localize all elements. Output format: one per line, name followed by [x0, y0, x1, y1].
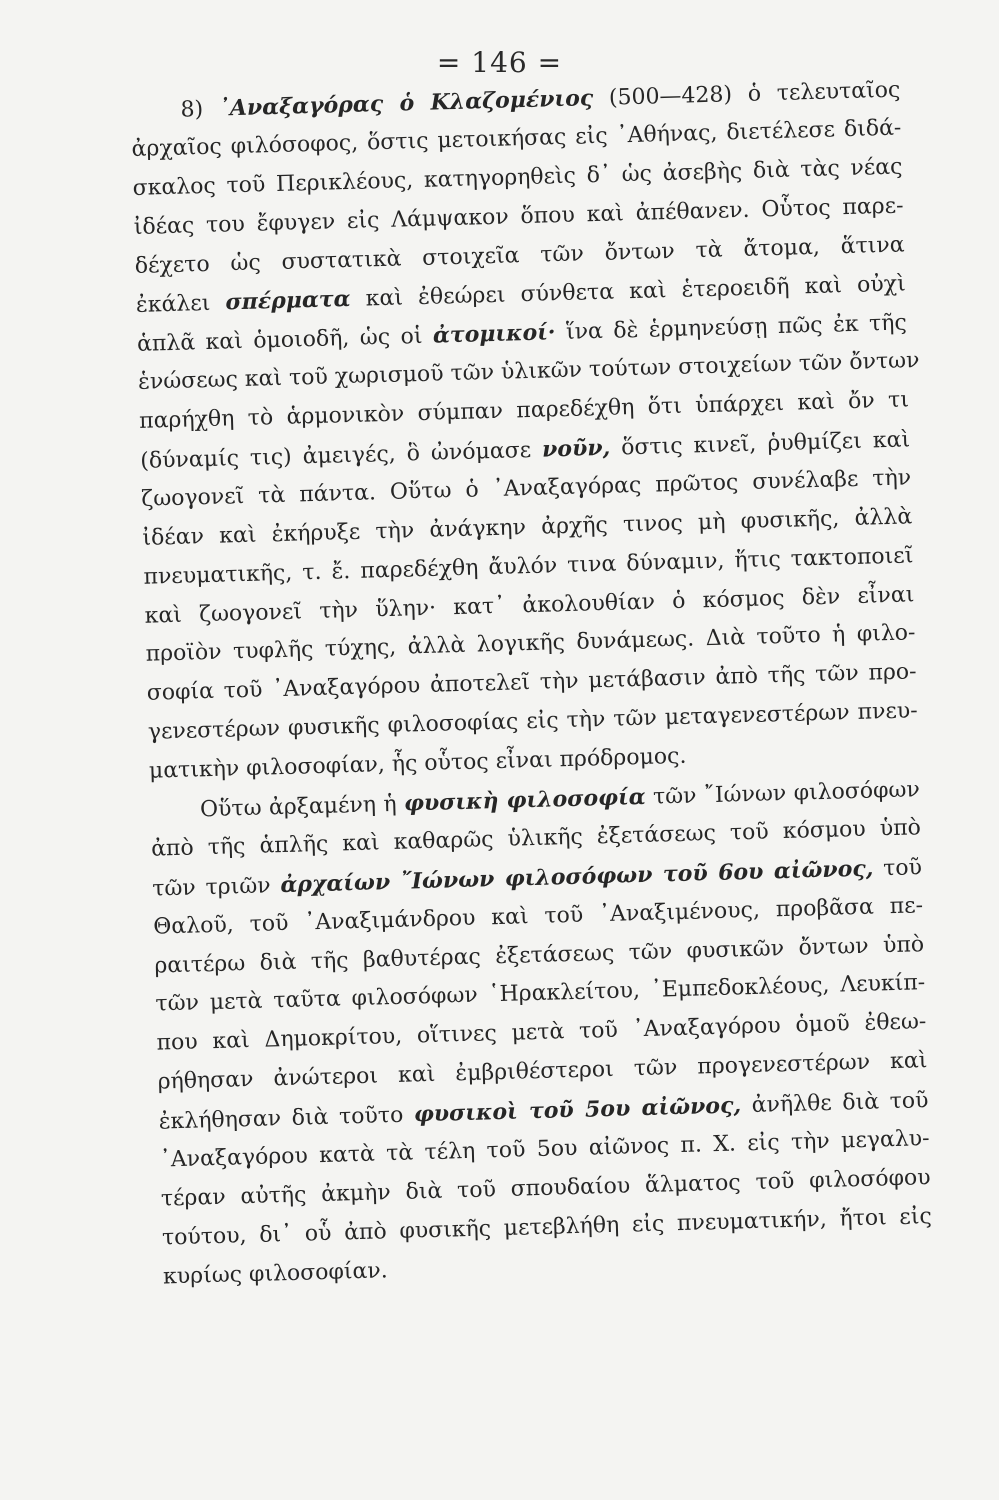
text-run: σοφία τοῦ ᾿Αναξαγόρου ἀποτελεῖ τὴν μετάβασιν ἀπὸ τῆς τῶν προ-	[146, 659, 917, 707]
text-run: ἐκάλει	[135, 290, 226, 319]
text-run: δέχετο ὡς συστατικὰ στοιχεῖα τῶν ὄντων τὰ ἄτομα, ἅτινα	[134, 231, 905, 279]
text-run: τῶν τριῶν	[151, 872, 281, 902]
text-run: ἀρχαῖος φιλόσοφος, ὅστις μετοικήσας εἰς ᾿Αθήνας, διετέλεσε διδά-	[131, 115, 902, 162]
text-run: ρήθησαν ἀνώτεροι καὶ ἐμβριθέστεροι τῶν προγενεστέρων καὶ	[157, 1048, 928, 1095]
emphasized-term: σπέρματα	[225, 286, 351, 316]
text-run: καὶ ἐθεώρει σύνθετα καὶ ἑτεροειδῆ καὶ οὐχὶ	[350, 271, 907, 313]
text-run: ἰδέαν καὶ ἐκήρυξε τὴν ἀνάγκην ἀρχῆς τινος μὴ φυσικῆς, ἀλλὰ	[142, 504, 913, 551]
text-run: ἁπλᾶ καὶ ὁμοιοδῆ, ὡς οἱ	[136, 323, 434, 358]
emphasized-term: ἀρχαίων ῎Ιώνων φιλοσόφων τοῦ 6ου αἰῶνος,	[280, 855, 874, 898]
text-run: τούτου, δι᾿ οὗ ἀπὸ φυσικῆς μετεβλήθη εἰς πνευματικήν, ἤτοι εἰς	[161, 1203, 933, 1251]
text-run: ραιτέρω διὰ τῆς βαθυτέρας ἐξετάσεως τῶν φυσικῶν ὄντων ὑπὸ	[154, 931, 925, 979]
emphasized-term: ᾿Αναξαγόρας ὁ Κλαζομένιος	[218, 85, 594, 122]
text-run: ἀνῆλθε διὰ τοῦ	[740, 1088, 929, 1119]
emphasized-term: φυσικοὶ τοῦ 5ου αἰῶνος,	[413, 1092, 742, 1128]
text-run: Οὕτω ἀρξαμένη ἡ	[199, 791, 405, 823]
text-run: κυρίως φιλοσοφίαν.	[162, 1257, 389, 1290]
text-run: παρήχθη τὸ ἁρμονικὸν σύμπαν παρεδέχθη ὅτι ὑπάρχει καὶ ὄν τι	[138, 387, 910, 434]
text-run: (500—428) ὁ τελευταῖος	[592, 77, 901, 112]
text-run: γενεστέρων φυσικῆς φιλοσοφίας εἰς τὴν τῶν μεταγενεστέρων πνευ-	[147, 698, 918, 745]
emphasized-term: ἀτομικοί·	[432, 319, 556, 349]
text-run: 8)	[180, 96, 220, 123]
text-run: πνευματικῆς, τ. ἔ. παρεδέχθη ἄυλόν τινα δύναμιν, ἥτις τακτοποιεῖ	[143, 543, 914, 590]
body-text	[130, 71, 933, 1290]
text-run: τέραν αὐτῆς ἀκμὴν διὰ τοῦ σπουδαίου ἅλματος τοῦ φιλοσόφου	[160, 1165, 931, 1212]
text-run: ματικὴν φιλοσοφίαν, ἧς οὗτος εἶναι πρόδρομος.	[148, 743, 687, 784]
text-run: ζωογονεῖ τὰ πάντα. Οὕτω ὁ ᾿Αναξαγόρας πρῶτος συνέλαβε τὴν	[141, 465, 912, 512]
text-run: (δύναμίς τις) ἀμειγές, ὃ ὠνόμασε	[139, 437, 543, 474]
text-run: ἀπὸ τῆς ἁπλῆς καὶ καθαρῶς ὑλικῆς ἐξετάσεως τοῦ κόσμου ὑπὸ	[150, 815, 922, 862]
text-run: προϊὸν τυφλῆς τύχης, ἀλλὰ λογικῆς δυνάμεως. Διὰ τοῦτο ἡ φιλο-	[145, 620, 916, 668]
text-run: ᾿Αναξαγόρου κατὰ τὰ τέλη τοῦ 5ου αἰῶνος π. Χ. εἰς τὴν μεγαλυ-	[159, 1126, 930, 1173]
emphasized-term: νοῦν,	[541, 434, 611, 463]
text-run: τοῦ	[873, 855, 923, 882]
text-run: σκαλος τοῦ Περικλέους, κατηγορηθεὶς δ᾿ ὡς ἀσεβὴς διὰ τὰς νέας	[132, 154, 903, 201]
text-run: καὶ ζωογονεῖ τὴν ὕλην· κατ᾿ ἀκολουθίαν ὁ κόσμος δὲν εἶναι	[144, 581, 915, 629]
text-run: ἵνα δὲ ἑρμηνεύσῃ πῶς ἐκ τῆς	[555, 310, 908, 346]
text-run: τῶν μετὰ ταῦτα φιλοσόφων ῾Ηρακλείτου, ᾿Εμπεδοκλέους, Λευκίπ-	[155, 970, 926, 1018]
page-number: = 146 =	[436, 46, 563, 79]
text-run: που καὶ Δημοκρίτου, οἵτινες μετὰ τοῦ ᾿Αναξαγόρου ὁμοῦ ἐθεω-	[156, 1009, 927, 1056]
text-run: ὅστις κινεῖ, ῥυθμίζει καὶ	[609, 427, 911, 461]
emphasized-term: φυσικὴ φιλοσοφία	[403, 783, 646, 817]
text-run: τῶν ῎Ιώνων φιλοσόφων	[645, 777, 921, 810]
text-run: ἰδέας του ἔφυγεν εἰς Λάμψακον ὅπου καὶ ἀπέθανεν. Οὗτος παρε-	[133, 193, 904, 240]
text-run: ἐκλήθησαν διὰ τοῦτο	[158, 1102, 415, 1135]
text-run: Θαλοῦ, τοῦ ᾿Αναξιμάνδρου καὶ τοῦ ᾿Αναξιμένους, προβᾶσα πε-	[152, 892, 924, 940]
text-run: ἑνώσεως καὶ τοῦ χωρισμοῦ τῶν ὑλικῶν τούτων στοιχείων τῶν ὄντων	[137, 348, 920, 396]
